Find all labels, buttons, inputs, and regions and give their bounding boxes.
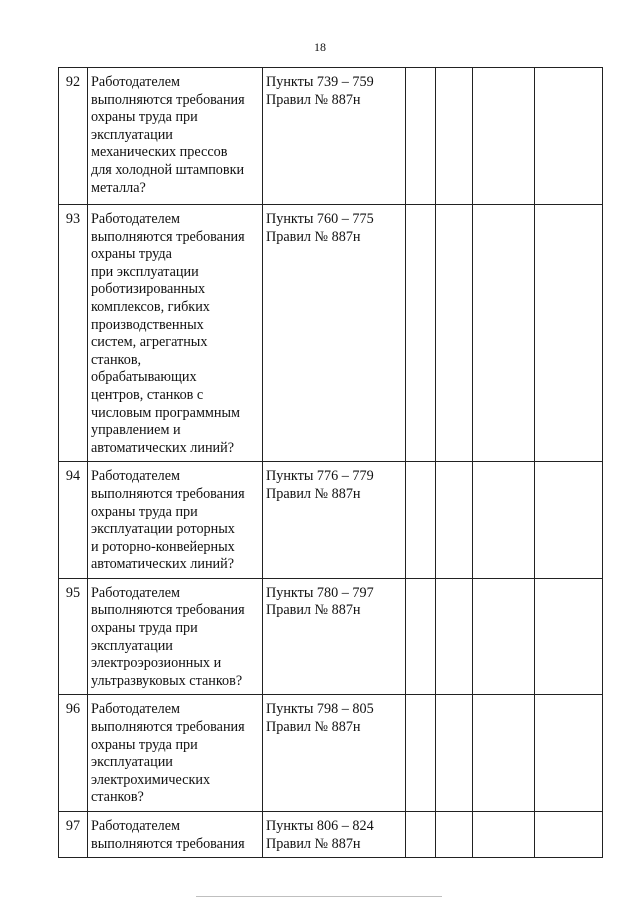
question-line: выполняются требования — [91, 91, 245, 108]
answer-cell — [535, 812, 603, 858]
reference-cell — [263, 68, 406, 205]
page-number: 18 — [314, 40, 326, 54]
answer-cell — [436, 695, 473, 812]
question-line: производственных — [91, 316, 204, 333]
question-line: обрабатывающих — [91, 369, 197, 386]
answer-cell — [535, 695, 603, 812]
row-number: 92 — [59, 68, 88, 205]
reference-line: Правил № 887н — [266, 91, 361, 108]
question-line: эксплуатации — [91, 754, 173, 771]
reference-line: Пункты 806 – 824 — [266, 818, 374, 834]
question-line: Работодателем — [91, 211, 181, 227]
table-row — [59, 578, 603, 695]
row-number: 94 — [59, 462, 88, 579]
row-number: 97 — [59, 812, 88, 858]
answer-cell — [473, 68, 535, 205]
question-line: выполняются требования — [91, 228, 245, 245]
question-line: автоматических линий? — [91, 556, 235, 573]
answer-cell — [535, 205, 603, 462]
row-number: 96 — [59, 695, 88, 812]
answer-cell — [436, 462, 473, 579]
question-line: механических прессов — [91, 144, 228, 161]
answer-cell — [436, 812, 473, 858]
reference-line: Правил № 887н — [266, 835, 361, 852]
question-line: охраны труда при — [91, 109, 198, 126]
question-line: станков? — [91, 789, 144, 806]
reference-line: Пункты 739 – 759 — [266, 74, 374, 90]
question-line: охраны труда — [91, 246, 172, 263]
question-line: эксплуатации — [91, 637, 173, 654]
table-row — [59, 205, 603, 462]
question-line: и роторно-конвейерных — [91, 538, 235, 555]
reference-line: Пункты 776 – 779 — [266, 468, 374, 485]
question-line: Работодателем — [91, 584, 181, 601]
question-cell — [88, 578, 263, 695]
scan-edge-line — [196, 896, 442, 897]
reference-cell — [263, 578, 406, 695]
question-line: комплексов, гибких — [91, 298, 210, 315]
question-line: выполняются требования — [91, 485, 245, 502]
answer-cell — [406, 812, 436, 858]
question-line: охраны труда при — [91, 503, 198, 520]
question-line: выполняются требования — [91, 602, 245, 619]
reference-cell — [263, 205, 406, 462]
question-line: охраны труда при — [91, 736, 198, 753]
question-line: Работодателем — [91, 701, 181, 718]
answer-cell — [406, 462, 436, 579]
question-line: автоматических линий? — [91, 439, 235, 456]
answer-cell — [535, 68, 603, 205]
reference-line: Пункты 780 – 797 — [266, 584, 374, 601]
question-line: управлением и — [91, 422, 181, 439]
answer-cell — [473, 812, 535, 858]
question-line: станков, — [91, 351, 142, 368]
answer-cell — [473, 695, 535, 812]
reference-cell — [263, 462, 406, 579]
answer-cell — [473, 205, 535, 462]
answer-cell — [436, 578, 473, 695]
answer-cell — [473, 578, 535, 695]
question-line: выполняются требования — [91, 719, 245, 736]
question-cell — [88, 812, 263, 858]
reference-line: Правил № 887н — [266, 602, 361, 619]
table-row — [59, 462, 603, 579]
table-row — [59, 812, 603, 858]
answer-cell — [535, 462, 603, 579]
reference-line: Пункты 798 – 805 — [266, 701, 374, 718]
question-line: выполняются требования — [91, 835, 245, 852]
question-line: числовым программным — [91, 404, 241, 421]
question-line: электрохимических — [91, 771, 211, 788]
reference-cell — [263, 695, 406, 812]
question-cell — [88, 462, 263, 579]
answer-cell — [406, 68, 436, 205]
question-line: охраны труда при — [91, 620, 198, 637]
question-line: ультразвуковых станков? — [91, 672, 243, 689]
question-line: эксплуатации — [91, 126, 173, 143]
row-number: 95 — [59, 578, 88, 695]
checklist-table — [58, 67, 603, 858]
reference-line: Правил № 887н — [266, 719, 361, 736]
question-line: для холодной штамповки — [91, 161, 245, 178]
question-line: Работодателем — [91, 468, 181, 485]
answer-cell — [406, 578, 436, 695]
answer-cell — [406, 205, 436, 462]
answer-cell — [436, 205, 473, 462]
question-cell — [88, 205, 263, 462]
question-cell — [88, 695, 263, 812]
question-line: эксплуатации роторных — [91, 521, 235, 538]
answer-cell — [406, 695, 436, 812]
question-line: электроэрозионных и — [91, 655, 222, 672]
reference-line: Правил № 887н — [266, 228, 361, 245]
reference-cell — [263, 812, 406, 858]
question-line: Работодателем — [91, 818, 181, 834]
answer-cell — [436, 68, 473, 205]
question-cell — [88, 68, 263, 205]
table-row — [59, 68, 603, 205]
table-row — [59, 695, 603, 812]
question-line: центров, станков с — [91, 386, 204, 403]
row-number: 93 — [59, 205, 88, 462]
reference-line: Правил № 887н — [266, 485, 361, 502]
answer-cell — [535, 578, 603, 695]
question-line: при эксплуатации — [91, 263, 199, 280]
question-line: систем, агрегатных — [91, 334, 208, 351]
question-line: роботизированных — [91, 281, 206, 298]
reference-line: Пункты 760 – 775 — [266, 211, 374, 227]
question-line: металла? — [91, 179, 146, 196]
question-line: Работодателем — [91, 74, 181, 90]
answer-cell — [473, 462, 535, 579]
